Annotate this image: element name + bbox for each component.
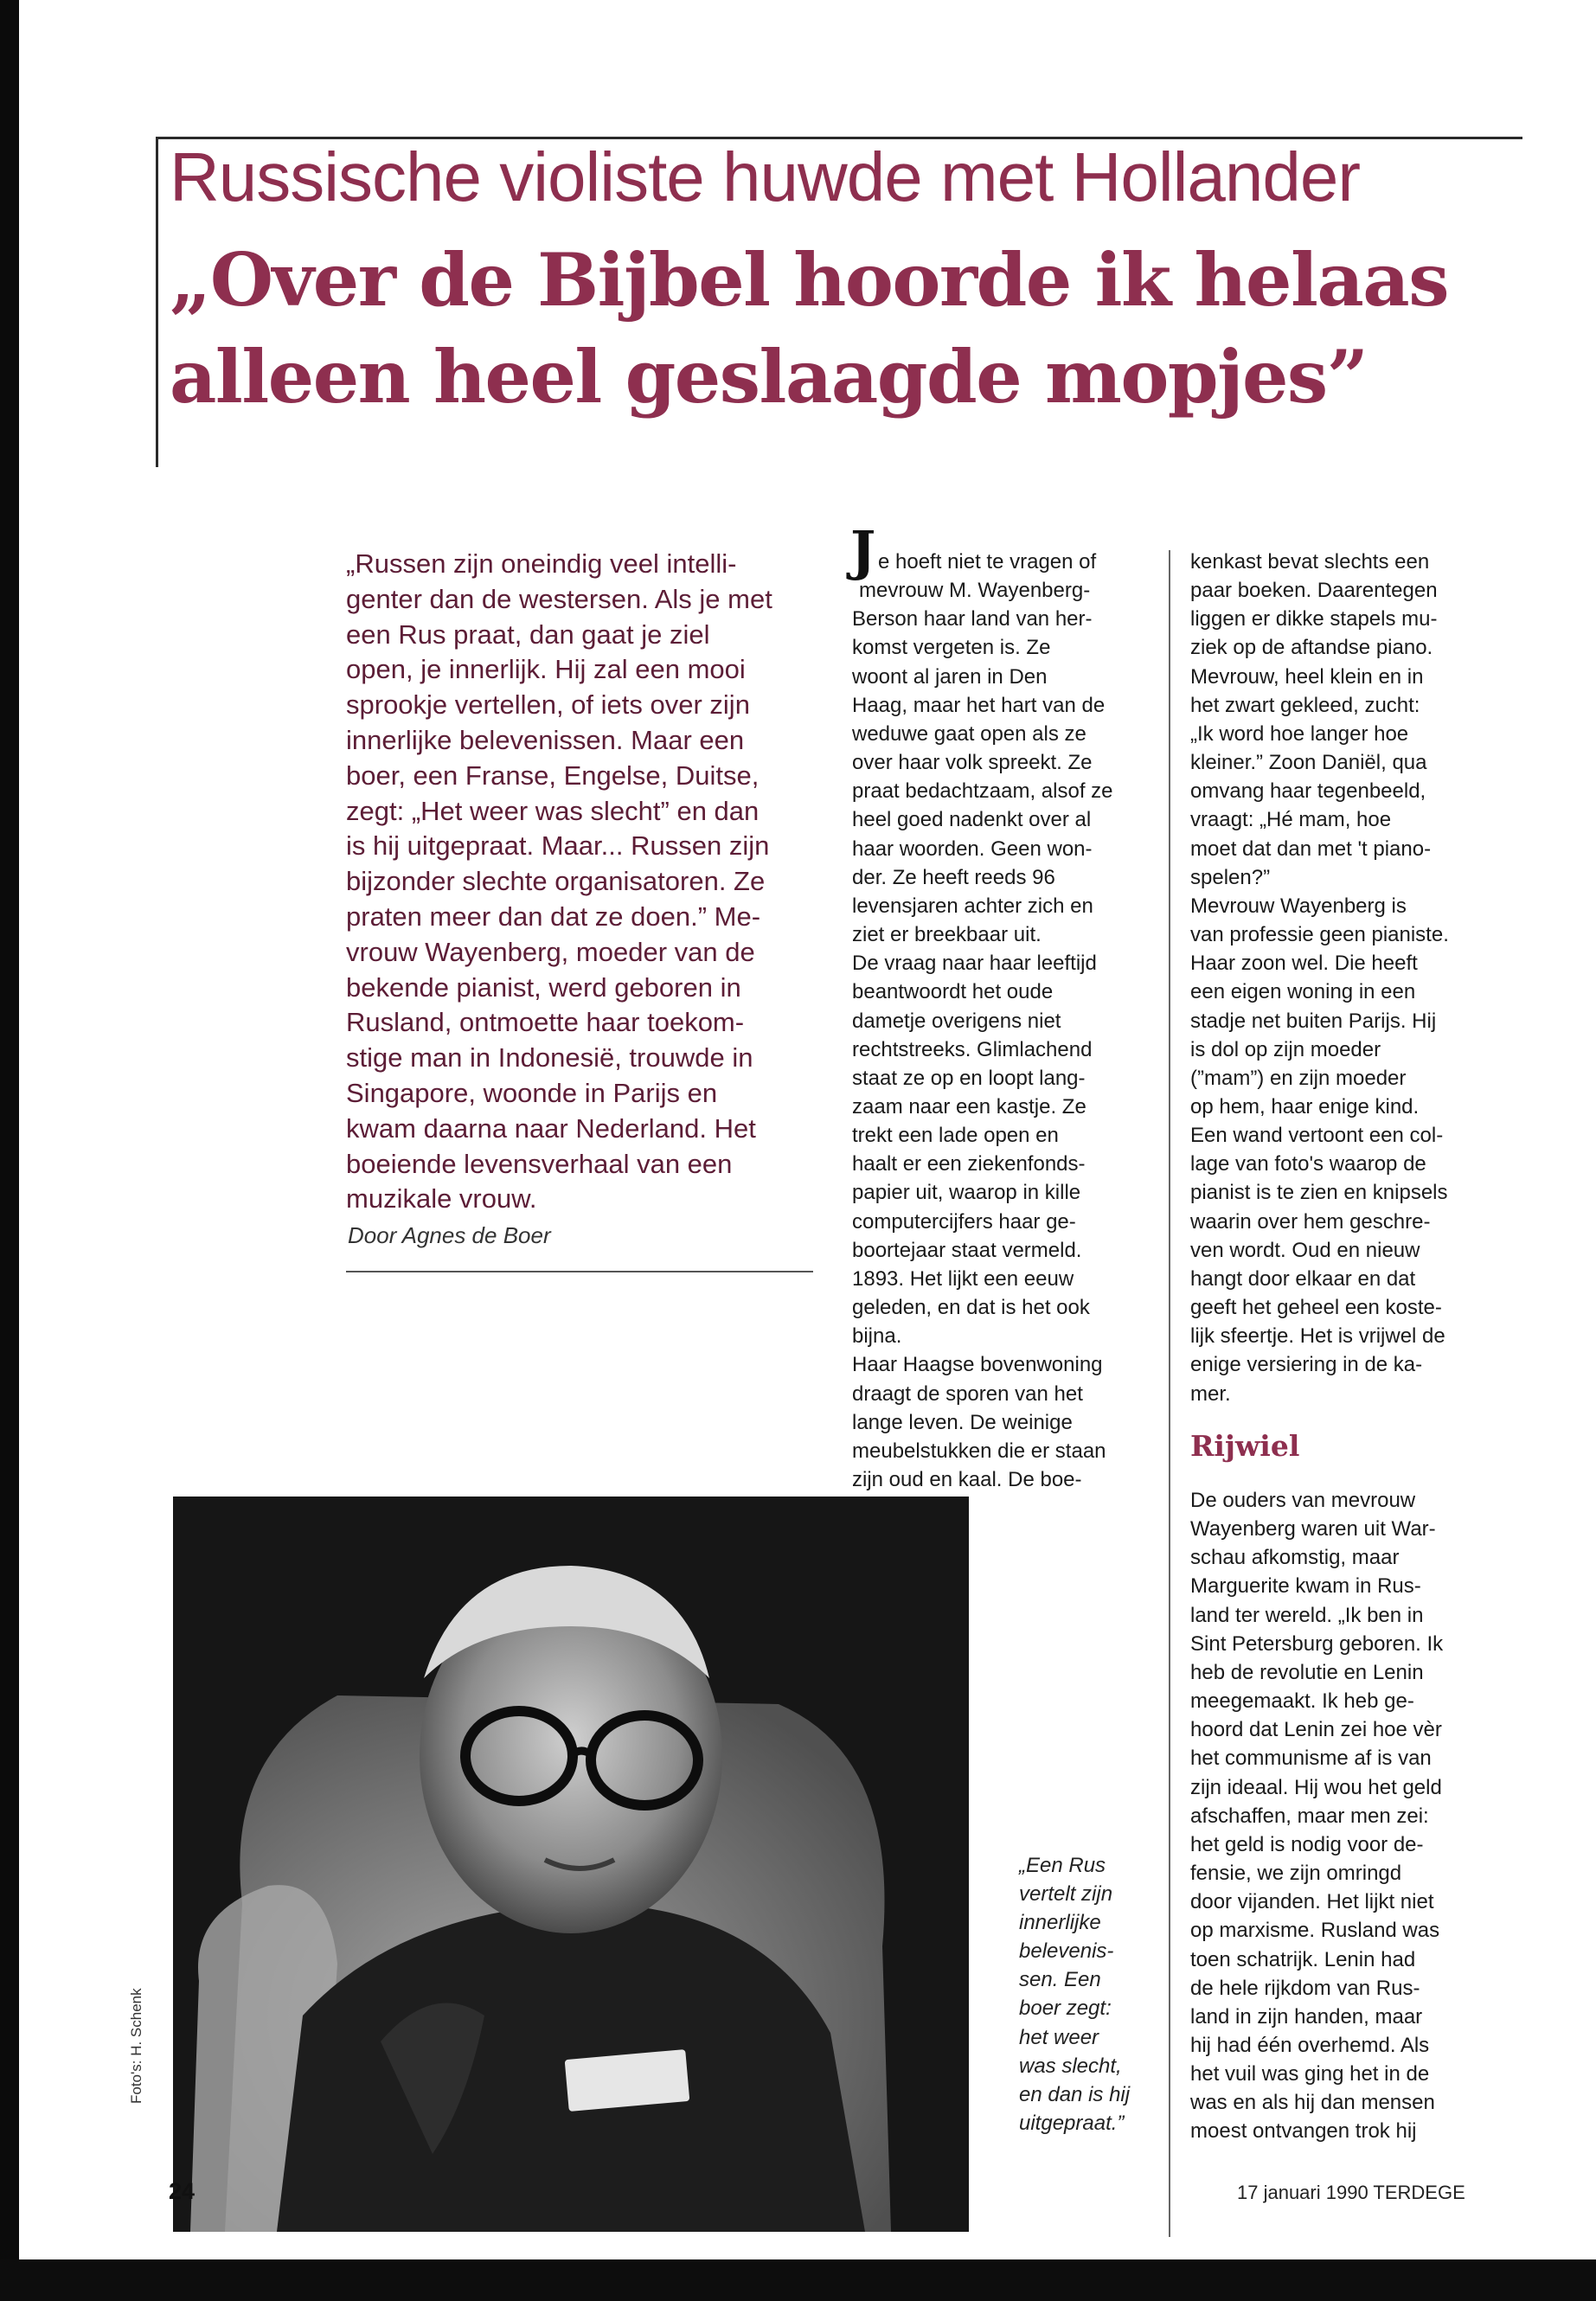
column-line: moet dat dan met 't piano-	[1190, 836, 1432, 861]
column-line: ven wordt. Oud en nieuw	[1190, 1238, 1420, 1262]
column-line: geleden, en dat is het ook	[852, 1296, 1090, 1320]
intro-line: sprookje vertellen, of iets over zijn	[346, 689, 750, 721]
article-column-3	[1190, 1486, 1502, 2146]
column-line: Mevrouw, heel klein en in	[1190, 664, 1424, 689]
column-line: Berson haar land van her-	[852, 607, 1093, 631]
column-line: e hoeft niet te vragen of	[878, 550, 1097, 574]
column-line: komst vergeten is. Ze	[852, 636, 1051, 660]
intro-line: is hij uitgepraat. Maar... Russen zijn	[346, 830, 770, 862]
column-line: op marxisme. Rusland was	[1190, 1919, 1440, 1943]
quote-line: belevenis-	[1019, 1939, 1114, 1964]
column-line: op hem, haar enige kind.	[1190, 1094, 1420, 1118]
column-line: door vijanden. Het lijkt niet	[1190, 1890, 1434, 1914]
column-line: Haar Haagse bovenwoning	[852, 1353, 1103, 1377]
issue-dateline: 17 januari 1990 TERDEGE	[1237, 2182, 1465, 2203]
column-line: hij had één overhemd. Als	[1190, 2033, 1430, 2057]
drop-cap: J	[850, 519, 876, 582]
column-line: hangt door elkaar en dat	[1190, 1266, 1416, 1291]
column-line: toen schatrijk. Lenin had	[1190, 1947, 1416, 1971]
photo-credit: Foto's: H. Schenk	[128, 1988, 144, 2104]
intro-line: praten meer dan dat ze doen.” Me-	[346, 901, 761, 932]
column-line: ziek op de aftandse piano.	[1190, 636, 1433, 660]
column-line: Sint Petersburg geboren. Ik	[1190, 1631, 1444, 1656]
column-line: het geld is nodig voor de-	[1190, 1832, 1424, 1856]
column-line: lange leven. De weinige	[852, 1410, 1073, 1434]
column-line: over haar volk spreekt. Ze	[852, 751, 1093, 775]
intro-line: vrouw Wayenberg, moeder van de	[346, 936, 755, 967]
quote-line: was slecht,	[1019, 2054, 1122, 2078]
column-line: staat ze op en loopt lang-	[852, 1066, 1086, 1090]
intro-line: zegt: „Het weer was slecht” en dan	[346, 795, 760, 826]
column-line: Haag, maar het hart van de	[852, 693, 1106, 717]
column-line: levensjaren achter zich en	[852, 894, 1093, 918]
column-line: was en als hij dan mensen	[1190, 2091, 1435, 2115]
column-line: draagt de sporen van het	[852, 1381, 1083, 1406]
column-line: Mevrouw Wayenberg is	[1190, 894, 1407, 918]
column-line: beantwoordt het oude	[852, 980, 1054, 1004]
column-line: papier uit, waarop in kille	[852, 1181, 1081, 1205]
column-line: van professie geen pianiste.	[1190, 923, 1449, 947]
intro-line: boeiende levensverhaal van een	[346, 1148, 733, 1179]
intro-line: open, je innerlijk. Hij zal een mooi	[346, 654, 746, 685]
column-line: lage van foto's waarop de	[1190, 1152, 1426, 1176]
column-line: Wayenberg waren uit War-	[1190, 1517, 1436, 1541]
intro-line: bekende pianist, werd geboren in	[346, 971, 741, 1003]
headline-line: alleen heel geslaagde mopjes”	[170, 334, 1368, 420]
page-number: 24	[169, 2178, 195, 2204]
byline-rule	[346, 1271, 813, 1272]
column-line: „Ik word hoe langer hoe	[1190, 721, 1409, 746]
quote-line: en dan is hij	[1019, 2082, 1131, 2106]
column-line: dametje overigens niet	[852, 1009, 1061, 1033]
intro-line: een Rus praat, dan gaat je ziel	[346, 619, 710, 650]
column-line: kleiner.” Zoon Daniël, qua	[1190, 751, 1427, 775]
header-rule-vertical	[156, 137, 158, 467]
column-line: schau afkomstig, maar	[1190, 1546, 1400, 1570]
quote-line: sen. Een	[1019, 1968, 1101, 1992]
column-line: trekt een lade open en	[852, 1124, 1059, 1148]
column-line: land in zijn handen, maar	[1190, 2004, 1423, 2029]
intro-line: kwam daarna naar Nederland. Het	[346, 1112, 756, 1144]
intro-line: Singapore, woonde in Parijs en	[346, 1077, 718, 1108]
subheading: Rijwiel	[1190, 1429, 1300, 1463]
column-line: weduwe gaat open als ze	[852, 721, 1086, 746]
intro-line: „Russen zijn oneindig veel intelli-	[346, 548, 737, 579]
column-line: moest ontvangen trok hij	[1190, 2119, 1417, 2144]
column-line: paar boeken. Daarentegen	[1190, 579, 1438, 603]
column-line: ziet er breekbaar uit.	[852, 923, 1042, 947]
column-line: computercijfers haar ge-	[852, 1209, 1076, 1234]
column-line: fensie, we zijn omringd	[1190, 1862, 1402, 1886]
column-line: zijn ideaal. Hij wou het geld	[1190, 1775, 1442, 1799]
column-line: Marguerite kwam in Rus-	[1190, 1574, 1421, 1599]
column-line: geeft het geheel een koste-	[1190, 1296, 1442, 1320]
column-line: Een wand vertoont een col-	[1190, 1124, 1444, 1148]
column-line: vraagt: „Hé mam, hoe	[1190, 808, 1392, 832]
intro-line: innerlijke belevenissen. Maar een	[346, 724, 745, 755]
column-line: meubelstukken die er staan	[852, 1439, 1106, 1463]
intro-line: muzikale vrouw.	[346, 1183, 537, 1215]
column-line: enige versiering in de ka-	[1190, 1353, 1423, 1377]
column-line: heb de revolutie en Lenin	[1190, 1660, 1424, 1684]
column-line: heel goed nadenkt over al	[852, 808, 1092, 832]
column-line: stadje net buiten Parijs. Hij	[1190, 1009, 1437, 1033]
column-line: boortejaar staat vermeld.	[852, 1238, 1082, 1262]
scan-edge-bottom	[0, 2259, 1596, 2301]
quote-line: boer zegt:	[1019, 1997, 1112, 2021]
column-line: afschaffen, maar men zei:	[1190, 1804, 1429, 1828]
pull-quote	[1019, 1851, 1157, 2138]
intro-paragraph	[346, 547, 813, 1217]
article-column-2	[1190, 548, 1502, 1408]
article-column-1	[852, 548, 1163, 1494]
column-line: liggen er dikke stapels mu-	[1190, 607, 1438, 631]
intro-line: bijzonder slechte organisatoren. Ze	[346, 866, 766, 897]
column-line: meegemaakt. Ik heb ge-	[1190, 1689, 1414, 1714]
column-line: haalt er een ziekenfonds-	[852, 1152, 1086, 1176]
portrait-photo	[173, 1497, 969, 2232]
quote-line: vertelt zijn	[1019, 1882, 1113, 1907]
quote-line: het weer	[1019, 2025, 1099, 2049]
column-rule	[1169, 550, 1170, 2237]
column-line: De ouders van mevrouw	[1190, 1489, 1416, 1512]
column-line: omvang haar tegenbeeld,	[1190, 779, 1426, 804]
column-line: land ter wereld. „Ik ben in	[1190, 1603, 1424, 1627]
column-line: het zwart gekleed, zucht:	[1190, 693, 1420, 717]
column-line: hoord dat Lenin zei hoe vèr	[1190, 1718, 1442, 1742]
column-line: rechtstreeks. Glimlachend	[852, 1037, 1093, 1061]
column-line: waarin over hem geschre-	[1190, 1209, 1431, 1234]
column-line: haar woorden. Geen won-	[852, 836, 1093, 861]
column-line: der. Ze heeft reeds 96	[852, 865, 1055, 889]
column-line: lijk sfeertje. Het is vrijwel de	[1190, 1324, 1445, 1349]
quote-line: „Een Rus	[1019, 1854, 1106, 1877]
byline: Door Agnes de Boer	[348, 1222, 551, 1248]
column-line: Haar zoon wel. Die heeft	[1190, 952, 1418, 976]
scan-edge-left	[0, 0, 19, 2301]
headline-line: „Over de Bijbel hoorde ik helaas	[170, 237, 1449, 323]
column-line: De vraag naar haar leeftijd	[852, 952, 1097, 976]
kicker-title: Russische violiste huwde met Hollander	[170, 138, 1360, 215]
intro-line: genter dan de westersen. Als je met	[346, 583, 772, 614]
column-line: een eigen woning in een	[1190, 980, 1416, 1004]
column-line: bijna.	[852, 1324, 902, 1349]
column-line: zijn oud en kaal. De boe-	[852, 1468, 1082, 1491]
column-line: het vuil was ging het in de	[1190, 2062, 1430, 2086]
intro-line: stige man in Indonesië, trouwde in	[346, 1042, 753, 1074]
column-line: zaam naar een kastje. Ze	[852, 1094, 1086, 1118]
portrait-illustration	[173, 1497, 969, 2232]
intro-line: boer, een Franse, Engelse, Duitse,	[346, 760, 760, 791]
column-line: 1893. Het lijkt een eeuw	[852, 1266, 1074, 1291]
column-line: spelen?”	[1190, 865, 1271, 889]
column-line: woont al jaren in Den	[852, 664, 1048, 689]
column-line: de hele rijkdom van Rus-	[1190, 1976, 1420, 2000]
quote-line: innerlijke	[1019, 1911, 1101, 1935]
column-line: pianist is te zien en knipsels	[1190, 1181, 1448, 1205]
column-line: kenkast bevat slechts een	[1190, 550, 1430, 574]
column-line: is dol op zijn moeder	[1190, 1037, 1381, 1061]
quote-line: uitgepraat.”	[1019, 2111, 1125, 2135]
headline	[170, 232, 1519, 426]
column-line: mevrouw M. Wayenberg-	[859, 579, 1091, 603]
column-line: (”mam”) en zijn moeder	[1190, 1066, 1407, 1090]
intro-line: Rusland, ontmoette haar toekom-	[346, 1007, 745, 1038]
column-line: mer.	[1190, 1381, 1231, 1406]
column-line: het communisme af is van	[1190, 1747, 1432, 1771]
column-line: praat bedachtzaam, alsof ze	[852, 779, 1113, 804]
